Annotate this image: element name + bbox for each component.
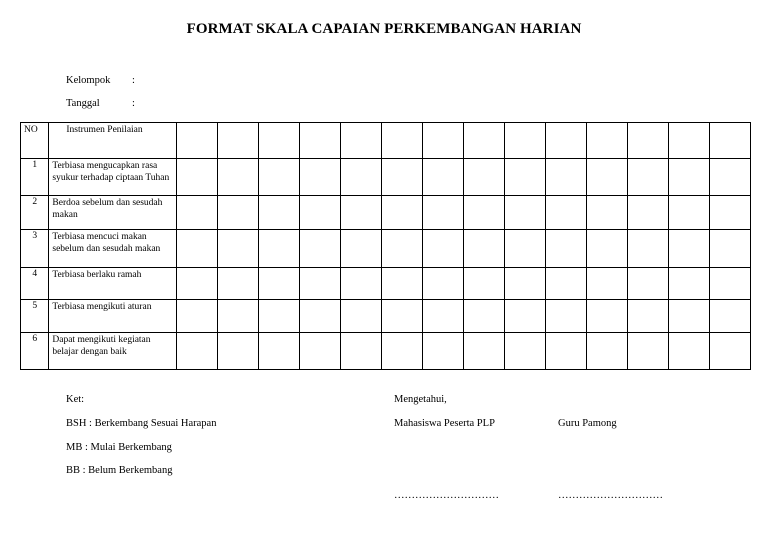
score-cell[interactable] <box>545 123 586 159</box>
row-instrument: Dapat mengikuti kegiatan belajar dengan baik <box>49 333 176 370</box>
acknowledged-label: Mengetahui, <box>394 394 447 405</box>
score-cell[interactable] <box>176 159 217 196</box>
score-cell[interactable] <box>627 268 668 300</box>
score-cell[interactable] <box>176 230 217 268</box>
score-cell[interactable] <box>340 268 381 300</box>
score-cell[interactable] <box>176 300 217 333</box>
row-number: 3 <box>21 230 49 268</box>
score-cell[interactable] <box>586 123 627 159</box>
table-row <box>21 196 751 230</box>
score-cell[interactable] <box>381 230 422 268</box>
score-cell[interactable] <box>258 268 299 300</box>
score-cell[interactable] <box>545 333 586 370</box>
score-cell[interactable] <box>217 230 258 268</box>
score-cell[interactable] <box>258 230 299 268</box>
score-cell[interactable] <box>463 300 504 333</box>
score-cell[interactable] <box>422 159 463 196</box>
score-cell[interactable] <box>627 159 668 196</box>
score-cell[interactable] <box>258 196 299 230</box>
score-cell[interactable] <box>381 268 422 300</box>
row-instrument: Terbiasa mencuci makan sebelum dan sesudah makan <box>49 230 176 268</box>
score-cell[interactable] <box>299 159 340 196</box>
score-cell[interactable] <box>463 196 504 230</box>
score-cell[interactable] <box>545 268 586 300</box>
row-number: 4 <box>21 268 49 300</box>
score-cell[interactable] <box>627 333 668 370</box>
score-cell[interactable] <box>340 159 381 196</box>
assessment-table <box>20 122 751 370</box>
score-cell[interactable] <box>217 159 258 196</box>
score-cell[interactable] <box>217 196 258 230</box>
row-number: 6 <box>21 333 49 370</box>
score-cell[interactable] <box>217 268 258 300</box>
table-header-row <box>21 123 751 159</box>
score-cell[interactable] <box>176 333 217 370</box>
score-cell[interactable] <box>299 230 340 268</box>
score-cell[interactable] <box>258 123 299 159</box>
score-cell[interactable] <box>709 123 750 159</box>
header-no: NO <box>21 123 49 159</box>
score-cell[interactable] <box>709 230 750 268</box>
teacher-signature-line: ………………………… <box>558 490 663 501</box>
score-cell[interactable] <box>586 333 627 370</box>
score-cell[interactable] <box>340 300 381 333</box>
score-cell[interactable] <box>504 123 545 159</box>
score-cell[interactable] <box>545 196 586 230</box>
score-cell[interactable] <box>463 159 504 196</box>
header-instrument: Instrumen Penilaian <box>49 123 176 159</box>
score-cell[interactable] <box>381 123 422 159</box>
score-cell[interactable] <box>217 333 258 370</box>
date-field <box>66 98 135 109</box>
legend-mb: MB : Mulai Berkembang <box>66 442 172 453</box>
score-cell[interactable] <box>299 333 340 370</box>
score-cell[interactable] <box>586 230 627 268</box>
score-cell[interactable] <box>504 333 545 370</box>
group-label: Kelompok <box>66 75 111 86</box>
score-cell[interactable] <box>422 300 463 333</box>
score-cell[interactable] <box>217 300 258 333</box>
score-cell[interactable] <box>586 300 627 333</box>
row-instrument: Terbiasa mengikuti aturan <box>49 300 176 333</box>
student-signature-line: ………………………… <box>394 490 499 501</box>
score-cell[interactable] <box>463 268 504 300</box>
score-cell[interactable] <box>381 159 422 196</box>
score-cell[interactable] <box>504 230 545 268</box>
score-cell[interactable] <box>586 159 627 196</box>
score-cell[interactable] <box>340 196 381 230</box>
table-row <box>21 230 751 268</box>
score-cell[interactable] <box>668 300 709 333</box>
score-cell[interactable] <box>422 123 463 159</box>
score-cell[interactable] <box>545 230 586 268</box>
score-cell[interactable] <box>545 300 586 333</box>
score-cell[interactable] <box>217 123 258 159</box>
score-cell[interactable] <box>340 123 381 159</box>
score-cell[interactable] <box>545 159 586 196</box>
score-cell[interactable] <box>258 333 299 370</box>
score-cell[interactable] <box>381 300 422 333</box>
student-signature-label: Mahasiswa Peserta PLP <box>394 418 495 429</box>
score-cell[interactable] <box>709 300 750 333</box>
table-row <box>21 268 751 300</box>
score-cell[interactable] <box>504 196 545 230</box>
score-cell[interactable] <box>709 268 750 300</box>
legend-bb: BB : Belum Berkembang <box>66 465 173 476</box>
score-cell[interactable] <box>586 268 627 300</box>
row-instrument: Terbiasa berlaku ramah <box>49 268 176 300</box>
table-row <box>21 300 751 333</box>
group-field <box>66 75 135 86</box>
score-cell[interactable] <box>176 123 217 159</box>
score-cell[interactable] <box>627 123 668 159</box>
score-cell[interactable] <box>709 159 750 196</box>
score-cell[interactable] <box>422 196 463 230</box>
teacher-signature-label: Guru Pamong <box>558 418 617 429</box>
score-cell[interactable] <box>463 333 504 370</box>
score-cell[interactable] <box>422 333 463 370</box>
row-number: 5 <box>21 300 49 333</box>
score-cell[interactable] <box>709 196 750 230</box>
score-cell[interactable] <box>504 268 545 300</box>
score-cell[interactable] <box>258 159 299 196</box>
score-cell[interactable] <box>709 333 750 370</box>
row-instrument: Terbiasa mengucapkan rasa syukur terhadap ciptaan Tuhan <box>49 159 176 196</box>
score-cell[interactable] <box>627 196 668 230</box>
score-cell[interactable] <box>668 196 709 230</box>
score-cell[interactable] <box>668 230 709 268</box>
score-cell[interactable] <box>504 300 545 333</box>
row-number: 2 <box>21 196 49 230</box>
score-cell[interactable] <box>381 196 422 230</box>
date-label: Tanggal <box>66 98 100 109</box>
document-title: FORMAT SKALA CAPAIAN PERKEMBANGAN HARIAN <box>186 21 582 37</box>
score-cell[interactable] <box>176 196 217 230</box>
score-cell[interactable] <box>627 300 668 333</box>
score-cell[interactable] <box>422 230 463 268</box>
date-colon: : <box>132 98 135 109</box>
score-cell[interactable] <box>340 230 381 268</box>
score-cell[interactable] <box>176 268 217 300</box>
score-cell[interactable] <box>668 268 709 300</box>
score-cell[interactable] <box>299 123 340 159</box>
score-cell[interactable] <box>668 123 709 159</box>
score-cell[interactable] <box>463 230 504 268</box>
table-row <box>21 159 751 196</box>
score-cell[interactable] <box>627 230 668 268</box>
legend-bsh: BSH : Berkembang Sesuai Harapan <box>66 418 217 429</box>
score-cell[interactable] <box>668 333 709 370</box>
score-cell[interactable] <box>668 159 709 196</box>
score-cell[interactable] <box>299 268 340 300</box>
group-colon: : <box>132 75 135 86</box>
legend-heading: Ket: <box>66 394 85 405</box>
score-cell[interactable] <box>299 196 340 230</box>
row-number: 1 <box>21 159 49 196</box>
score-cell[interactable] <box>463 123 504 159</box>
score-cell[interactable] <box>381 333 422 370</box>
score-cell[interactable] <box>504 159 545 196</box>
row-instrument: Berdoa sebelum dan sesudah makan <box>49 196 176 230</box>
score-cell[interactable] <box>340 333 381 370</box>
table-row <box>21 333 751 370</box>
score-cell[interactable] <box>299 300 340 333</box>
score-cell[interactable] <box>586 196 627 230</box>
score-cell[interactable] <box>258 300 299 333</box>
score-cell[interactable] <box>422 268 463 300</box>
